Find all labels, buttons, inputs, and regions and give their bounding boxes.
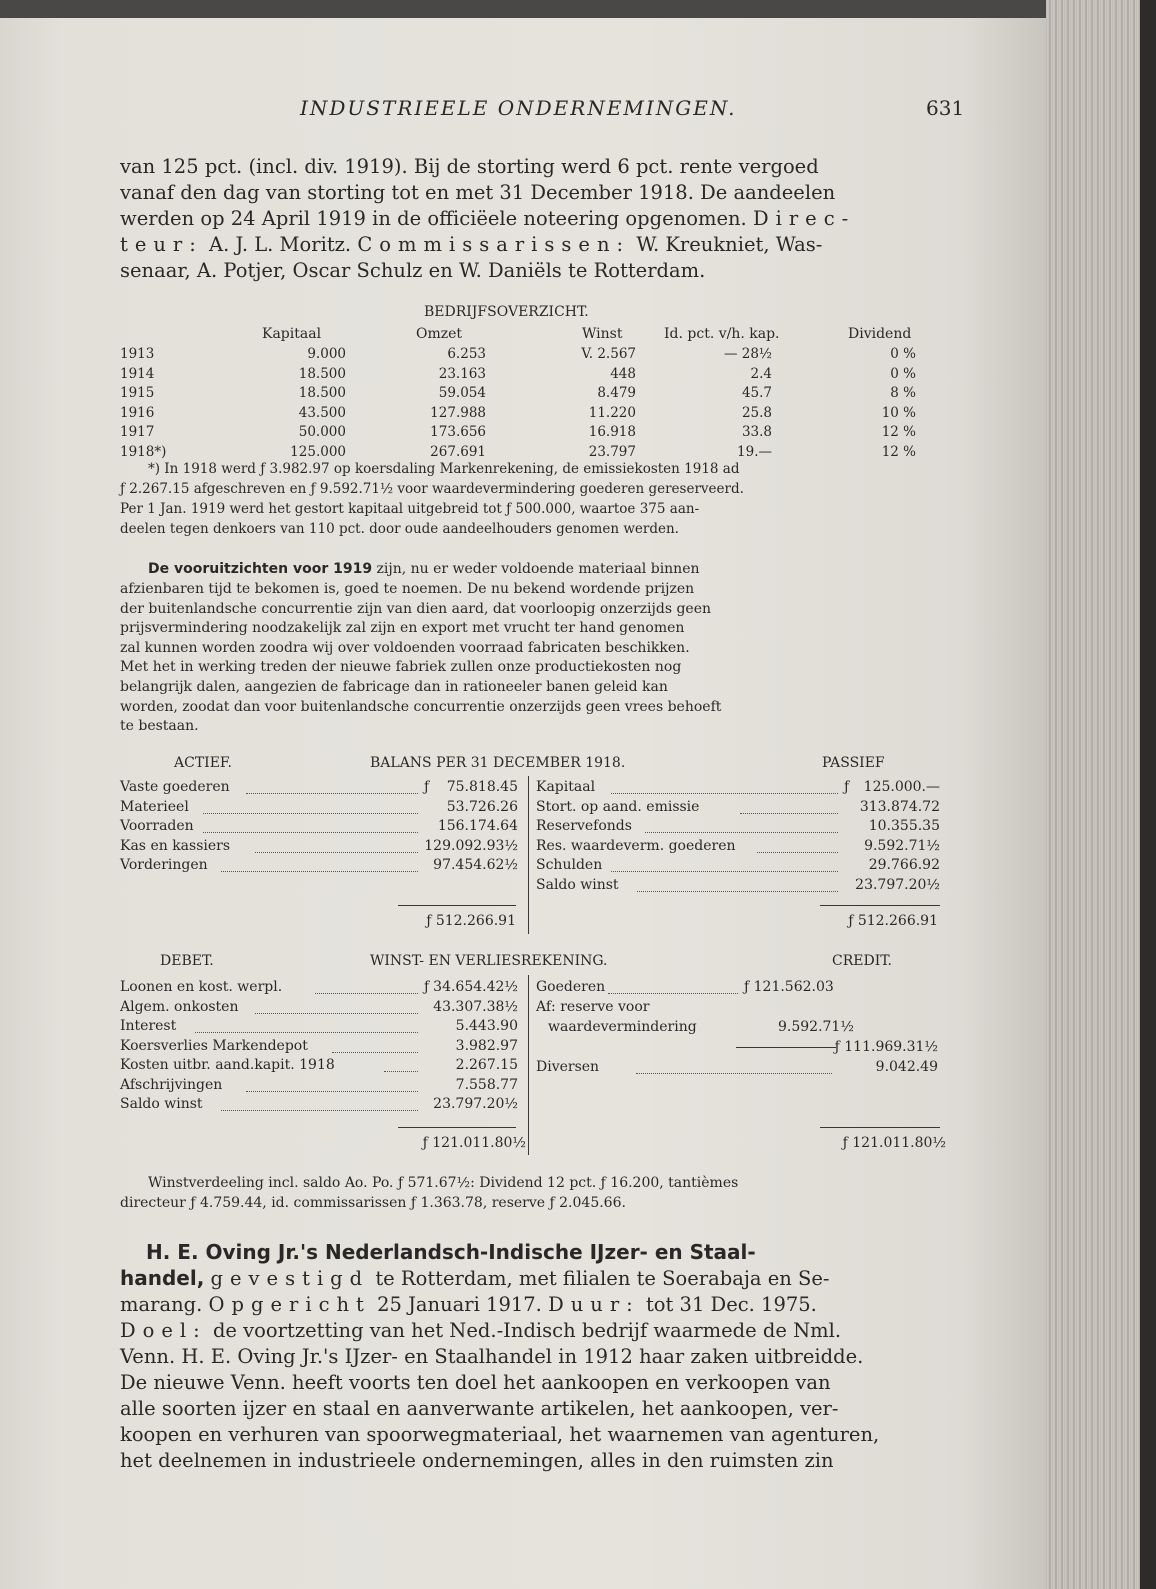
page-number: 631 bbox=[926, 96, 965, 120]
bedrijf-cell: 127.988 bbox=[430, 404, 486, 421]
wv-debet-value: 3.982.97 bbox=[455, 1037, 518, 1054]
balans-activa-label: Voorraden bbox=[120, 818, 194, 834]
dotted-leader bbox=[255, 1013, 418, 1014]
wv-total-left: ƒ 121.011.80½ bbox=[422, 1135, 526, 1151]
bedrijf-footnote-2: ƒ 2.267.15 afgeschreven en ƒ 9.592.71½ voor waardevermindering goederen gereserveerd. bbox=[120, 481, 744, 497]
bedrijf-cell: 12 % bbox=[881, 443, 916, 460]
outlook-lead: De vooruitzichten voor 1919 bbox=[148, 561, 373, 577]
currency-symbol: ƒ bbox=[424, 979, 430, 995]
bedrijf-header-kapitaal: Kapitaal bbox=[262, 326, 322, 342]
bedrijf-cell: 173.656 bbox=[430, 424, 486, 440]
wv-debet-label: Loonen en kost. werpl. bbox=[120, 979, 283, 995]
wv-debet-label: Saldo winst bbox=[120, 1096, 203, 1112]
bedrijf-cell: 45.7 bbox=[741, 385, 772, 401]
oving-founding-date: 25 Januari 1917. bbox=[377, 1293, 542, 1316]
oving-line: De nieuwe Venn. heeft voorts ten doel het aankoopen en verkoopen van bbox=[120, 1371, 831, 1394]
dotted-leader bbox=[757, 852, 838, 853]
dotted-leader bbox=[611, 871, 838, 872]
wv-credit-diversen-value: 9.042.49 bbox=[875, 1059, 938, 1075]
balans-passiva-value: 313.874.72 bbox=[859, 798, 940, 815]
wv-debet-value: 34.654.42½ bbox=[433, 979, 518, 995]
dotted-leader bbox=[221, 1110, 418, 1111]
currency-symbol: ƒ bbox=[844, 779, 850, 795]
wv-debet-value: 7.558.77 bbox=[455, 1076, 518, 1093]
dotted-leader bbox=[637, 891, 838, 892]
bedrijf-cell: 0 % bbox=[890, 346, 916, 362]
bedrijf-cell-year: 1918*) bbox=[120, 443, 167, 460]
intro-line-3 bbox=[120, 206, 855, 231]
bedrijf-cell: 2.4 bbox=[750, 365, 772, 382]
bedrijf-cell-year: 1913 bbox=[120, 346, 155, 362]
balans-activa-label: Vorderingen bbox=[120, 857, 208, 873]
outlook-line-1-rest: zijn, nu er weder voldoende materiaal binnen bbox=[376, 561, 700, 577]
outlook-line: prijsvermindering noodzakelijk zal zijn en export met vrucht ter hand genomen bbox=[120, 620, 685, 637]
oving-line: het deelnemen in industrieele ondernemingen, alles in den ruimsten zin bbox=[120, 1449, 834, 1472]
bedrijf-cell: 25.8 bbox=[741, 404, 772, 421]
balans-total-right: ƒ 512.266.91 bbox=[848, 913, 938, 929]
bedrijf-cell-year: 1914 bbox=[120, 365, 155, 382]
bedrijf-footnote-3: Per 1 Jan. 1919 werd het gestort kapitaal uitgebreid tot ƒ 500.000, waartoe 375 aan- bbox=[120, 501, 700, 517]
wv-credit-goederen-value: ƒ 121.562.03 bbox=[744, 979, 834, 995]
balans-activa-value: 129.092.93½ bbox=[424, 837, 518, 854]
oving-line-3 bbox=[120, 1292, 817, 1317]
balans-activa-label: Kas en kassiers bbox=[120, 837, 231, 854]
bedrijf-cell: 11.220 bbox=[588, 404, 636, 421]
wv-total-rule-left bbox=[398, 1127, 516, 1128]
wv-credit-af: Af: reserve voor bbox=[536, 999, 650, 1015]
oving-line: koopen en verhuren van spoorwegmateriaal, het waarnemen van agenturen, bbox=[120, 1423, 880, 1446]
dotted-leader bbox=[645, 832, 838, 833]
bedrijf-title: BEDRIJFSOVERZICHT. bbox=[424, 304, 589, 320]
bedrijf-cell: 18.500 bbox=[298, 365, 346, 382]
bedrijf-cell: 448 bbox=[610, 365, 636, 382]
balans-passiva-label: Stort. op aand. emissie bbox=[536, 798, 700, 815]
winstverdeeling-line-1: Winstverdeeling incl. saldo Ao. Po. ƒ 571.67½: Dividend 12 pct. ƒ 16.200, tantièmes bbox=[148, 1175, 739, 1191]
bedrijf-cell: 125.000 bbox=[290, 443, 346, 460]
balans-passiva-label: Res. waardeverm. goederen bbox=[536, 837, 736, 854]
bedrijf-cell: 8 % bbox=[890, 385, 916, 401]
wv-total-rule-right bbox=[820, 1127, 940, 1128]
bedrijf-cell: 19.— bbox=[737, 443, 772, 460]
oving-duration: tot 31 Dec. 1975. bbox=[645, 1293, 817, 1316]
dotted-leader bbox=[384, 1071, 418, 1072]
outlook-line: zal kunnen worden zoodra wij over voldoenden voorraad fabricaten beschikken. bbox=[120, 639, 690, 656]
gevestigd-label: gevestigd bbox=[210, 1267, 370, 1290]
balans-passief-title: PASSIEF bbox=[822, 755, 885, 771]
winstverdeeling-line-2: directeur ƒ 4.759.44, id. commissarissen ƒ 1.363.78, reserve ƒ 2.045.66. bbox=[120, 1195, 626, 1211]
wv-debet-label: Koersverlies Markendepot bbox=[120, 1037, 308, 1054]
dotted-leader bbox=[221, 871, 418, 872]
wv-divider bbox=[528, 975, 529, 1155]
balans-actief-title: ACTIEF. bbox=[174, 755, 232, 771]
balans-total-rule-left bbox=[398, 905, 516, 906]
oving-line: alle soorten ijzer en staal en aanverwante artikelen, het aankoopen, ver- bbox=[120, 1397, 839, 1420]
wv-debet-value: 43.307.38½ bbox=[433, 998, 518, 1015]
director-name: A. J. L. Moritz. bbox=[209, 233, 352, 256]
balans-passiva-label: Schulden bbox=[536, 857, 603, 873]
dotted-leader bbox=[315, 993, 418, 994]
bedrijf-cell: 43.500 bbox=[298, 404, 346, 421]
outlook-line: Met het in werking treden der nieuwe fabriek zullen onze productiekosten nog bbox=[120, 659, 682, 676]
wv-title: WINST- EN VERLIESREKENING. bbox=[370, 953, 608, 969]
balans-activa-label: Vaste goederen bbox=[120, 779, 230, 795]
bedrijf-cell: 59.054 bbox=[438, 385, 486, 401]
bedrijf-cell: 8.479 bbox=[597, 385, 636, 401]
wv-credit-goederen-label: Goederen bbox=[536, 979, 606, 995]
balans-passiva-value: 23.797.20½ bbox=[855, 876, 940, 893]
outlook-line: worden, zoodat dan voor buitenlandsche concurrentie onzerzijds geen vrees behoeft bbox=[120, 698, 722, 715]
wv-debet-value: 2.267.15 bbox=[455, 1057, 518, 1073]
oving-location: te Rotterdam, met filialen te Soerabaja en Se- bbox=[375, 1267, 830, 1290]
bedrijf-cell: 23.797 bbox=[588, 443, 636, 460]
wv-credit-net: ƒ 111.969.31½ bbox=[834, 1039, 938, 1055]
company-heading: H. E. Oving Jr.'s Nederlandsch-Indische IJzer- en Staal- bbox=[146, 1240, 756, 1264]
balans-passiva-value: 125.000.— bbox=[863, 779, 940, 795]
bedrijf-cell: 0 % bbox=[890, 365, 916, 382]
wv-debet-value: 23.797.20½ bbox=[433, 1096, 518, 1112]
bedrijf-cell-year: 1916 bbox=[120, 404, 155, 421]
opgericht-label: Opgericht bbox=[208, 1293, 371, 1316]
dotted-leader bbox=[195, 1032, 418, 1033]
bedrijf-cell: — 28½ bbox=[723, 346, 772, 362]
dotted-leader bbox=[608, 993, 738, 994]
bedrijf-header-dividend: Dividend bbox=[848, 326, 912, 342]
outlook-line: te bestaan. bbox=[120, 718, 199, 735]
commissarissen-names: W. Kreukniet, Was- bbox=[636, 233, 823, 256]
balans-passiva-value: 29.766.92 bbox=[868, 857, 940, 873]
teur-label: teur: bbox=[120, 233, 203, 256]
dotted-leader bbox=[246, 1091, 418, 1092]
page-top-shadow bbox=[0, 0, 1046, 18]
company-heading-end: handel, bbox=[120, 1266, 205, 1290]
outlook-line-1 bbox=[148, 561, 700, 578]
wv-debet-value: 5.443.90 bbox=[455, 1018, 518, 1034]
book-edge-shadow bbox=[1140, 0, 1156, 1589]
bedrijf-footnote-4: deelen tegen denkoers van 110 pct. door oude aandeelhouders genomen werden. bbox=[120, 521, 679, 537]
intro-line-5: senaar, A. Potjer, Oscar Schulz en W. Daniëls te Rotterdam. bbox=[120, 259, 706, 282]
balans-total-rule-right bbox=[820, 905, 940, 906]
bedrijf-cell: 16.918 bbox=[588, 424, 636, 440]
bedrijf-cell: V. 2.567 bbox=[581, 346, 636, 362]
intro-line-1: van 125 pct. (incl. div. 1919). Bij de storting werd 6 pct. rente vergoed bbox=[120, 155, 819, 178]
oving-doel-text: de voortzetting van het Ned.-Indisch bedrijf waarmede de Nml. bbox=[212, 1319, 842, 1342]
balans-passiva-label: Saldo winst bbox=[536, 876, 619, 893]
oving-line: Venn. H. E. Oving Jr.'s IJzer- en Staalhandel in 1912 haar zaken uitbreidde. bbox=[120, 1345, 864, 1368]
wv-credit-diversen-label: Diversen bbox=[536, 1059, 600, 1075]
balans-passiva-label: Reservefonds bbox=[536, 818, 632, 834]
balans-activa-label: Materieel bbox=[120, 798, 189, 815]
balans-passiva-label: Kapitaal bbox=[536, 779, 596, 795]
bedrijf-cell: 23.163 bbox=[438, 365, 486, 382]
wv-debet-label: Algem. onkosten bbox=[120, 998, 239, 1015]
wv-credit-wv-label: waardevermindering bbox=[548, 1019, 697, 1035]
bedrijf-cell: 6.253 bbox=[447, 346, 486, 362]
dotted-leader bbox=[332, 1052, 418, 1053]
bedrijf-cell: 12 % bbox=[881, 424, 916, 440]
balans-activa-value: 75.818.45 bbox=[446, 779, 518, 795]
bedrijf-cell: 10 % bbox=[881, 404, 916, 421]
wv-credit-wv-value: 9.592.71½ bbox=[778, 1019, 854, 1035]
wv-debet-title: DEBET. bbox=[160, 953, 214, 969]
oving-line-2 bbox=[120, 1266, 830, 1291]
intro-line-4 bbox=[120, 232, 822, 257]
balans-activa-value: 97.454.62½ bbox=[433, 857, 518, 873]
direc-label: Direc- bbox=[752, 207, 856, 230]
balans-total-left: ƒ 512.266.91 bbox=[426, 913, 516, 929]
running-header: INDUSTRIEELE ONDERNEMINGEN. bbox=[300, 96, 737, 120]
balans-passiva-value: 9.592.71½ bbox=[864, 837, 940, 854]
oving-line-3-a: marang. bbox=[120, 1293, 203, 1316]
bedrijf-cell: 50.000 bbox=[298, 424, 346, 440]
wv-debet-label: Kosten uitbr. aand.kapit. 1918 bbox=[120, 1057, 335, 1073]
intro-line-3-text: werden op 24 April 1919 in de officiëele noteering opgenomen. bbox=[120, 207, 747, 230]
balans-divider bbox=[528, 776, 529, 934]
bedrijf-cell-year: 1917 bbox=[120, 424, 155, 440]
dotted-leader bbox=[611, 793, 838, 794]
outlook-line: der buitenlandsche concurrentie zijn van dien aard, dat voorloopig onzerzijds geen bbox=[120, 600, 712, 617]
duur-label: Duur: bbox=[548, 1293, 640, 1316]
wv-total-right: ƒ 121.011.80½ bbox=[842, 1135, 946, 1151]
dotted-leader bbox=[203, 813, 418, 814]
bedrijf-cell: 18.500 bbox=[298, 385, 346, 401]
intro-line-2: vanaf den dag van storting tot en met 31 December 1918. De aandeelen bbox=[120, 181, 836, 204]
currency-symbol: ƒ bbox=[424, 779, 430, 795]
bedrijf-header-winst: Winst bbox=[582, 326, 623, 342]
bedrijf-cell-year: 1915 bbox=[120, 385, 155, 401]
bedrijf-header-idpct: Id. pct. v/h. kap. bbox=[664, 326, 780, 342]
wv-credit-title: CREDIT. bbox=[832, 953, 892, 969]
wv-debet-label: Interest bbox=[120, 1018, 177, 1034]
wv-debet-label: Afschrijvingen bbox=[120, 1076, 223, 1093]
balans-activa-value: 156.174.64 bbox=[437, 818, 518, 834]
bedrijf-footnote-1: *) In 1918 werd ƒ 3.982.97 op koersdaling Markenrekening, de emissiekosten 1918 ad bbox=[148, 461, 740, 477]
outlook-line: afzienbaren tijd te bekomen is, goed te noemen. De nu bekend wordende prijzen bbox=[120, 581, 695, 597]
dotted-leader bbox=[255, 852, 418, 853]
oving-line-4 bbox=[120, 1318, 841, 1343]
bedrijf-cell: 267.691 bbox=[430, 443, 486, 460]
bedrijf-cell: 9.000 bbox=[307, 346, 346, 362]
bedrijf-cell: 33.8 bbox=[741, 424, 772, 440]
commissarissen-label: Commissarissen: bbox=[357, 233, 631, 256]
doel-label: Doel: bbox=[120, 1319, 207, 1342]
balans-activa-value: 53.726.26 bbox=[446, 798, 518, 815]
outlook-line: belangrijk dalen, aangezien de fabricage dan in rationeeler banen geleid kan bbox=[120, 679, 668, 695]
balans-passiva-value: 10.355.35 bbox=[868, 818, 940, 834]
balans-title: BALANS PER 31 DECEMBER 1918. bbox=[370, 755, 626, 771]
dotted-leader bbox=[740, 813, 838, 814]
dotted-leader bbox=[203, 832, 418, 833]
dotted-leader bbox=[246, 793, 418, 794]
bedrijf-header-omzet: Omzet bbox=[416, 326, 463, 342]
